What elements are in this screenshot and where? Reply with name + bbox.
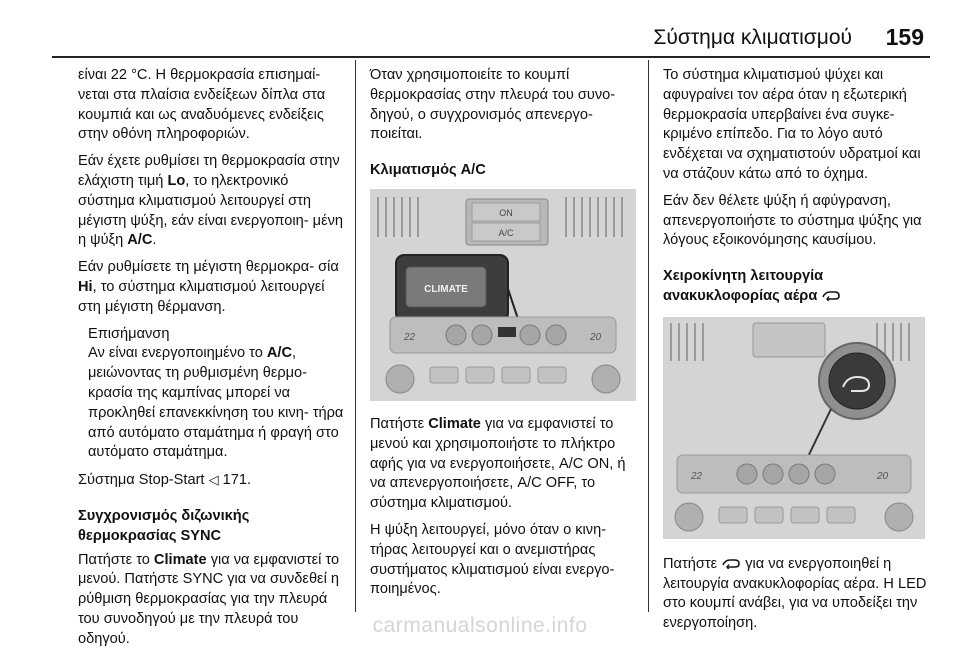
page-title: Σύστημα κλιματισμού bbox=[653, 26, 852, 49]
temp-left: 22 bbox=[691, 470, 703, 482]
paragraph: Το σύστημα κλιματισμού ψύχει και αφυγραίνει τον αέρα όταν η εξωτερική θερμοκρασία υπερβαίνει ένα συγκε- κριμένο επίπεδο. Για το λόγο αυτό ενδέχεται να σχηματιστούν υδρατμοί και να στάζουν κάτω από το όχημα. bbox=[663, 67, 921, 182]
column-right bbox=[663, 66, 935, 641]
temp-left: 22 bbox=[404, 331, 416, 343]
paragraph: Εάν ρυθμίσετε τη μέγιστη θερμοκρα- σία Hi, το σύστημα κλιματισμού λειτουργεί στη μέγιστη θέρμανση. bbox=[78, 259, 339, 315]
column-middle bbox=[370, 66, 636, 607]
note-text: Αν είναι ενεργοποιημένο το A/C, μειώνοντας τη ρυθμισμένη θερμο- κρασία της καμπίνας μπορεί να προκληθεί επανεκκίνηση του κινη- τήρα από αυτόματο σταμάτημα ή φραγή στο αυτόματο σταμάτημα. bbox=[88, 345, 344, 461]
cross-reference[interactable]: Σύστημα Stop-Start ◁ 171. bbox=[78, 472, 252, 489]
section-heading: Κλιματισμός A/C bbox=[370, 162, 486, 179]
recirculation-panel-illustration bbox=[663, 317, 925, 539]
column-divider bbox=[355, 60, 356, 612]
ac-label: A/C bbox=[498, 227, 514, 238]
paragraph: Πατήστε για να ενεργοποιηθεί η λειτουργία ανακυκλοφορίας αέρα. Η LED στο κουμπί ανάβει, για να υποδείξει την ενεργοποίηση. bbox=[663, 555, 927, 632]
page-number: 159 bbox=[885, 24, 924, 50]
note-block bbox=[88, 325, 348, 464]
on-label: ON bbox=[499, 207, 513, 218]
climate-panel-illustration bbox=[370, 189, 636, 401]
header-rule bbox=[52, 56, 930, 58]
note-title: Επισήμανση bbox=[88, 325, 170, 342]
column-divider bbox=[648, 60, 649, 612]
paragraph: Πατήστε το Climate για να εμφανιστεί το μενού. Πατήστε SYNC για να συνδεθεί η ρύθμιση θερμοκρασίας για την πλευρά του συνοδηγού με την πλευρά του οδηγού. bbox=[78, 551, 340, 647]
climate-label: CLIMATE bbox=[424, 283, 468, 295]
page-header bbox=[0, 0, 960, 60]
paragraph: Εάν έχετε ρυθμίσει τη θερμοκρασία στην ελάχιστη τιμή Lo, το ηλεκτρονικό σύστημα κλιματισμού λειτουργεί στη μέγιστη ψύξη, εάν είναι ενεργοποιη- μένη η ψύξη A/C. bbox=[78, 153, 344, 249]
paragraph: είναι 22 °C. Η θερμοκρασία επισημαί- νεται στα πλαίσια ενδείξεων δίπλα στα κουμπιά και ως αναδυόμενες ενδείξεις στην οθόνη πληροφοριών. bbox=[78, 67, 326, 143]
watermark: carmanualsonline.info bbox=[372, 614, 588, 637]
temp-right: 20 bbox=[590, 331, 602, 343]
temp-right: 20 bbox=[877, 470, 889, 482]
section-heading: Χειροκίνητη λειτουργία ανακυκλοφορίας αέρα bbox=[663, 267, 935, 307]
climate-panel-photo bbox=[370, 189, 636, 401]
recirculation-icon bbox=[821, 289, 841, 301]
paragraph: Η ψύξη λειτουργεί, μόνο όταν ο κινη- τήρας λειτουργεί και ο ανεμιστήρας συστήματος κλιματισμού είναι ενεργο- ποιημένος. bbox=[370, 521, 615, 598]
paragraph: Εάν δεν θέλετε ψύξη ή αφύγρανση, απενεργοποιήστε το σύστημα ψύξης για λόγους εξοικονόμησης καυσίμου. bbox=[663, 192, 922, 249]
column-left bbox=[78, 66, 348, 657]
section-heading: Συγχρονισμός διζωνικής θερμοκρασίας SYNC bbox=[78, 507, 250, 544]
triangle-arrow-icon: ◁ bbox=[208, 472, 219, 488]
recirculation-icon bbox=[721, 557, 741, 569]
paragraph: Όταν χρησιμοποιείτε το κουμπί θερμοκρασίας στην πλευρά του συνο- δηγού, ο συγχρονισμός απενεργο- ποιείται. bbox=[370, 67, 616, 143]
recirculation-button-photo bbox=[663, 317, 925, 539]
paragraph: Πατήστε Climate για να εμφανιστεί το μενού και χρησιμοποιήστε το πλήκτρο αφής για να ενεργοποιήσετε, A/C ON, ή να απενεργοποιήσετε, A/C OFF, το σύστημα κλιματισμού. bbox=[370, 415, 626, 512]
